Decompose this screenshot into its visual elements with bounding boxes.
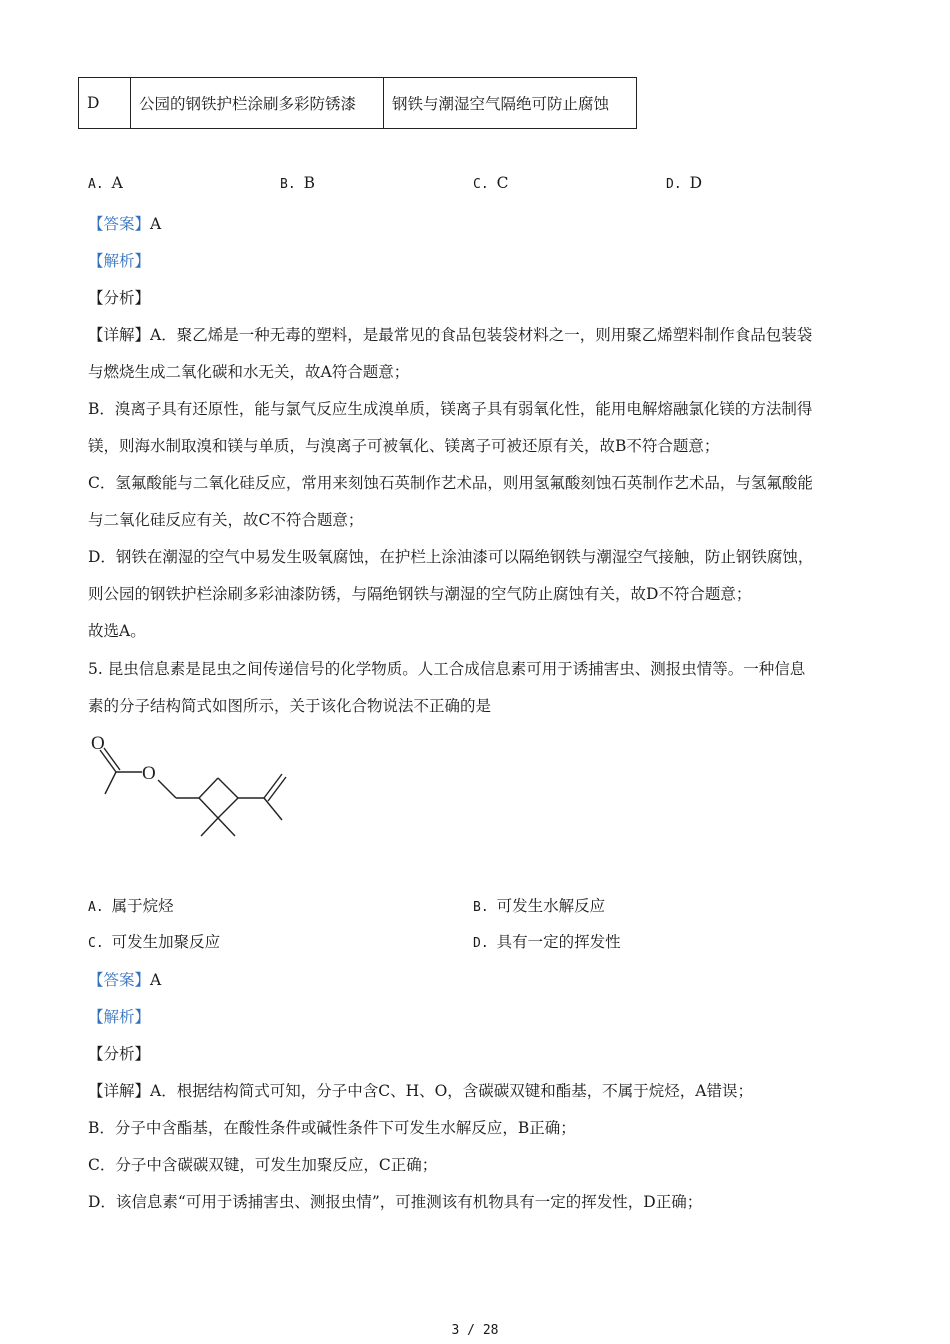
table-cell-example: 公园的钢铁护栏涂刷多彩防锈漆 — [131, 78, 384, 129]
q5-option-d: D. 具有一定的挥发性 — [473, 933, 621, 951]
q4-option-a: A. A — [88, 174, 123, 192]
q4-detail-line: B．溴离子具有还原性，能与氯气反应生成溴单质，镁离子具有弱氧化性，能用电解熔融氯化镁的方法制得 — [88, 400, 813, 418]
methyl-bond — [201, 818, 218, 836]
q5-stem: 5. 昆虫信息素是昆虫之间传递信号的化学物质。人工合成信息素可用于诱捕害虫、测报虫情等。一种信息 — [88, 660, 806, 678]
q5-detail-line: C．分子中含碳碳双键，可发生加聚反应，C正确； — [88, 1156, 438, 1174]
q4-detail-line: 与二氧化硅反应有关，故C不符合题意； — [88, 511, 364, 529]
ring-bond — [199, 798, 218, 818]
option-table — [78, 77, 637, 129]
q4-option-d: D. D — [666, 174, 703, 192]
q4-detail-line: 镁，则海水制取溴和镁与单质，与溴离子可被氧化、镁离子可被还原有关，故B不符合题意； — [88, 437, 720, 455]
table-cell-reason: 钢铁与潮湿空气隔绝可防止腐蚀 — [384, 78, 637, 129]
q5-detail-line: D．该信息素“可用于诱捕害虫、测报虫情”，可推测该有机物具有一定的挥发性，D正确； — [88, 1193, 703, 1211]
q5-option-b: B. 可发生水解反应 — [473, 897, 606, 915]
q5-fenxi: 【分析】 — [88, 1045, 151, 1063]
q4-analysis-tag: 【解析】 — [88, 252, 151, 270]
q5-option-c: C. 可发生加聚反应 — [88, 933, 221, 951]
ring-bond — [199, 778, 218, 798]
q4-detail-line: 则公园的钢铁护栏涂刷多彩油漆防锈，与隔绝钢铁与潮湿的空气防止腐蚀有关，故D不符合题意； — [88, 585, 752, 603]
bond — [264, 798, 282, 820]
atom-o-carbonyl: O — [91, 733, 105, 754]
q4-detail-line: D．钢铁在潮湿的空气中易发生吸氧腐蚀，在护栏上涂油漆可以隔绝钢铁与潮湿空气接触，防止钢铁腐蚀， — [88, 548, 814, 566]
q4-fenxi: 【分析】 — [88, 289, 151, 307]
q4-answer: 【答案】A — [88, 215, 162, 233]
ring-bond — [218, 778, 238, 798]
methyl-bond — [218, 818, 235, 836]
table-cell-letter: D — [79, 78, 131, 129]
bond — [158, 780, 176, 798]
q4-detail-line: 【详解】A．聚乙烯是一种无毒的塑料，是最常见的食品包装袋材料之一，则用聚乙烯塑料制作食品包装袋 — [88, 326, 813, 344]
molecule-structure — [86, 730, 306, 850]
q5-analysis-tag: 【解析】 — [88, 1008, 151, 1026]
q4-conclusion: 故选A。 — [88, 622, 146, 640]
table-row — [79, 78, 637, 129]
atom-o-ester: O — [142, 763, 156, 784]
q5-detail-line: 【详解】A．根据结构简式可知，分子中含C、H、O，含碳碳双键和酯基，不属于烷烃，A错误； — [88, 1082, 753, 1100]
ring-bond — [218, 798, 238, 818]
q5-stem-cont: 素的分子结构简式如图所示，关于该化合物说法不正确的是 — [88, 697, 492, 715]
q5-option-a: A. 属于烷烃 — [88, 897, 174, 915]
page-number: 3 / 28 — [451, 1323, 499, 1338]
bond — [105, 772, 116, 794]
q4-detail-line: 与燃烧生成二氧化碳和水无关，故A符合题意； — [88, 363, 410, 381]
q4-detail-line: C．氢氟酸能与二氧化硅反应，常用来刻蚀石英制作艺术品，则用氢氟酸刻蚀石英制作艺术品，与氢氟酸能 — [88, 474, 813, 492]
q5-answer: 【答案】A — [88, 971, 162, 989]
q4-option-c: C. C — [473, 174, 509, 192]
q4-option-b: B. B — [280, 174, 316, 192]
q5-detail-line: B．分子中含酯基，在酸性条件或碱性条件下可发生水解反应，B正确； — [88, 1119, 576, 1137]
